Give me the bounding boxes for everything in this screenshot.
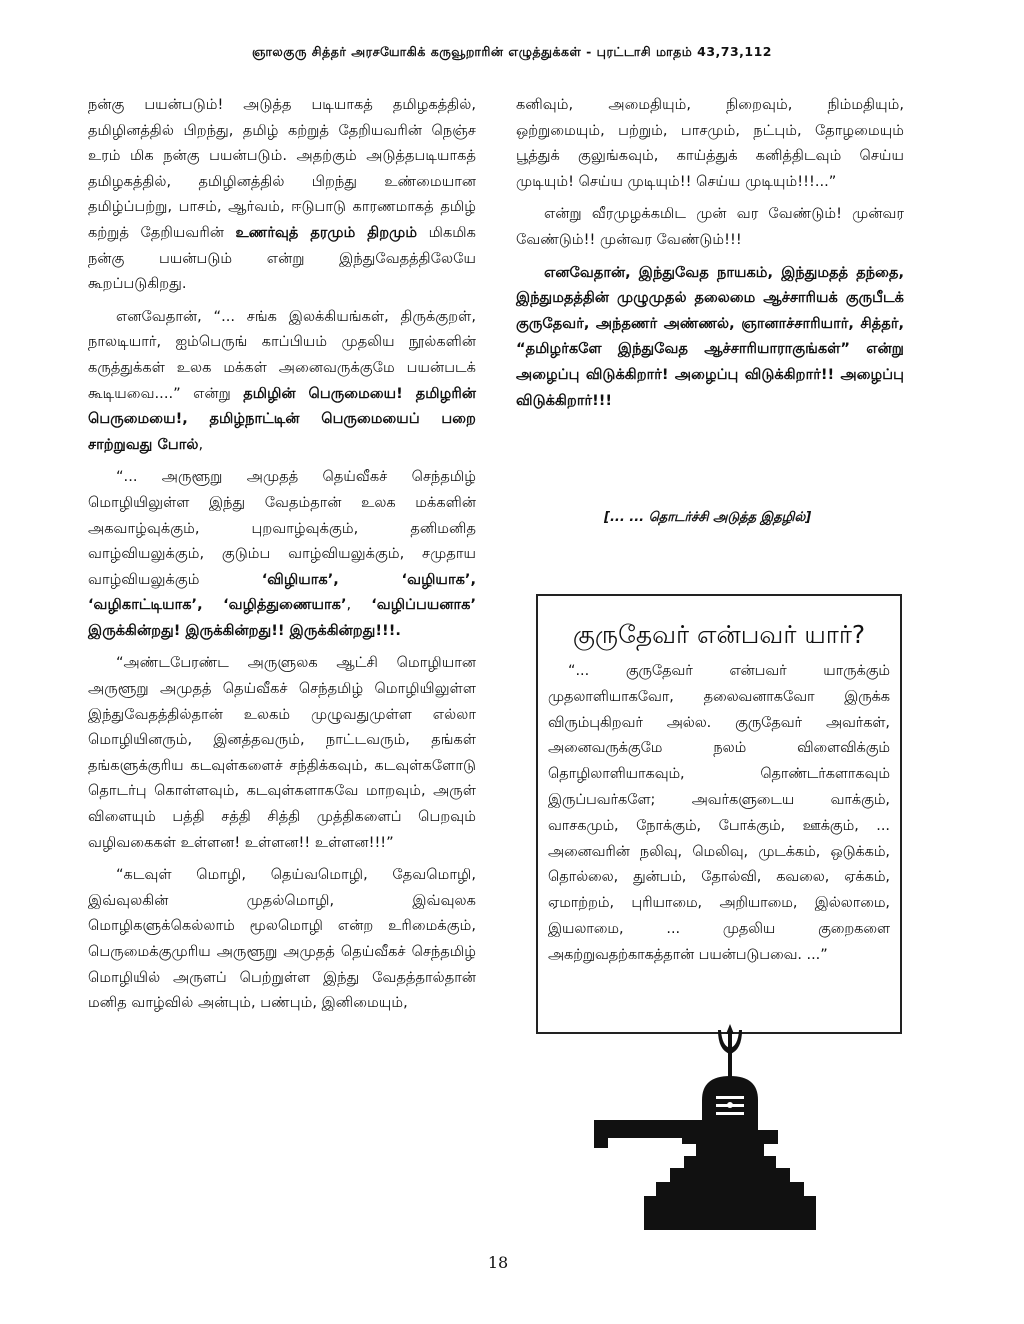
- box-title: குருதேவர் என்பவர் யார்?: [572, 620, 866, 649]
- bold-phrase: தமிழின் பெருமையை! தமிழரின் பெருமையை!, தமிழ்நாட்டின் பெருமையைப் பறை சாற்றுவது போல்: [88, 384, 476, 453]
- base-step: [682, 1130, 778, 1144]
- bold-phrase: ‘வழிப்பயனாக’: [371, 596, 476, 614]
- box-text: “... குருதேவர் என்பவர் யாருக்கும் முதலாளியாகவோ, தலைவனாகவோ இருக்க விரும்புகிறவர் அல்ல. குருதேவர் அவர்கள், அனைவருக்குமே நலம் விளைவிக்கும் தொழிலாளியாகவும், தொண்டர்களாகவும் இருப்பவர்களே; அவர்களுடைய வாக்கும், வாசகமும், நோக்கும், போக்கும், ஊக்கும், ... அனைவரின் நலிவு, மெலிவு, முடக்கம், ஒடுக்கம், தொல்லை, துன்பம், தோல்வி, கவலை, ஏக்கம், ஏமாற்றம், புரியாமை, அறியாமை, இல்லாமை, இயலாமை, ... முதலிய குறைகளை அகற்றுவதற்காகத்தான் பயன்படுபவை. ...”: [548, 663, 890, 963]
- right-column: [516, 92, 904, 420]
- paragraph: என்று வீரமுழக்கமிட முன் வர வேண்டும்! முன்வர வேண்டும்!! முன்வர வேண்டும்!!!: [516, 205, 904, 248]
- paragraph: கனிவும், அமைதியும், நிறைவும், நிம்மதியும், ஒற்றுமையும், பற்றும், பாசமும், நட்பும், தோழமையும் பூத்துக் குலுங்கவும், காய்த்துக் கனித்திடவும் செய்ய முடியும்! செய்ய முடியும்!! செய்ய முடியும்!!!...”: [516, 96, 904, 190]
- shivalinga-trident-icon: [584, 1020, 864, 1240]
- base-step: [684, 1156, 776, 1168]
- paragraph: நன்கு பயன்படும்! அடுத்த படியாகத் தமிழகத்தில், தமிழினத்தில் பிறந்து, தமிழ் கற்றுத் தேறியவரின் நெஞ்ச உரம் மிக நன்கு பயன்படும். அதற்கும் அடுத்தபடியாகத் தமிழகத்தில், தமிழினத்தில் பிறந்து உண்மையான தமிழ்ப்பற்று, பாசம், ஆர்வம், ஈடுபாடு காரணமாகத் தமிழ் கற்றுத் தேறியவரின் உணர்வுத் தரமும் திறமும் மிகமிக நன்கு பயன்படும் என்று இந்துவேதத்திலேயே கூறப்படுகிறது.: [88, 96, 476, 293]
- trident-shaft: [728, 1034, 732, 1078]
- base-step: [644, 1196, 816, 1212]
- paragraph: “அண்டபேரண்ட அருளுலக ஆட்சி மொழியான அருளூறு அமுதத் தெய்வீகச் செந்தமிழ் மொழியிலுள்ள இந்துவேதத்தில்தான் உலகம் முழுவதுமுள்ள எல்லா மொழியினரும், இனத்தவரும், நாட்டவரும், தங்கள் தங்களுக்குரிய கடவுள்களைச் சந்திக்கவும், கடவுள்களோடு தொடர்பு கொள்ளவும், கடவுள்களாகவே மாறவும், அருள் விளையும் பத்தி சத்தி சித்தி முத்திகளைப் பெறவும் வழிவகைகள் உள்ளன! உள்ளன!! உள்ளன!!!”: [88, 654, 476, 851]
- page-header: ஞாலகுரு சித்தர் அரசயோகிக் கருவூறாரின் எழுத்துக்கள் - புரட்டாசி மாதம் 43,73,112: [251, 44, 773, 59]
- bold-phrase: ‘விழியாக’, ‘வழியாக’, ‘வழிகாட்டியாக’, ‘வழித்துணையாக’: [88, 570, 476, 614]
- base-step: [656, 1182, 804, 1196]
- page-number: 18: [487, 1253, 509, 1272]
- base-step: [696, 1144, 764, 1156]
- bold-paragraph: எனவேதான், இந்துவேத நாயகம், இந்துமதத் தந்தை, இந்துமதத்தின் முழுமுதல் தலைமை ஆச்சாரியக் குருபீடக் குருதேவர், அந்தணர் அண்ணல், ஞானாச்சாரியார், சித்தர், “தமிழர்களே இந்துவேத ஆச்சாரியாராகுங்கள்” என்று அழைப்பு விடுக்கிறார்! அழைப்பு விடுக்கிறார்!! அழைப்பு விடுக்கிறார்!!!: [516, 263, 904, 409]
- paragraph: “... அருளூறு அமுதத் தெய்வீகச் செந்தமிழ் மொழியிலுள்ள இந்து வேதம்தான் உலக மக்களின் அகவாழ்வுக்கும், புறவாழ்வுக்கும், தனிமனித வாழ்வியலுக்கும், குடும்ப வாழ்வியலுக்கும், சமுதாய வாழ்வியலுக்கும் ‘விழியாக’, ‘வழியாக’, ‘வழிகாட்டியாக’, ‘வழித்துணையாக’, ‘வழிப்பயனாக’ இருக்கின்றது! இருக்கின்றது!! இருக்கின்றது!!!.: [88, 468, 476, 639]
- continued-note: [... ... தொடர்ச்சி அடுத்த இதழில்]: [604, 510, 812, 525]
- paragraph: “கடவுள் மொழி, தெய்வமொழி, தேவமொழி, இவ்வுலகின் முதல்மொழி, இவ்வுலக மொழிகளுக்கெல்லாம் மூலமொழி என்ற உரிமைக்கும், பெருமைக்குமுரிய அருளூறு அமுதத் தெய்வீகச் செந்தமிழ் மொழியில் அருளப் பெற்றுள்ள இந்து வேதத்தால்தான் மனித வாழ்வில் அன்பும், பண்பும், இனிமையும்,: [88, 866, 476, 1012]
- quote-box: [536, 594, 902, 1034]
- trident-tip: [726, 1024, 734, 1034]
- paragraph: எனவேதான், “... சங்க இலக்கியங்கள், திருக்குறள், நாலடியார், ஐம்பெருங் காப்பியம் முதலிய நூல்களின் கருத்துக்கள் உலக மக்கள் அனைவருக்குமே பயன்படக் கூடியவை....” என்று தமிழின் பெருமையை! தமிழரின் பெருமையை!, தமிழ்நாட்டின் பெருமையைப் பறை சாற்றுவது போல்,: [88, 307, 476, 453]
- left-column: [88, 92, 476, 1023]
- base-step: [670, 1168, 790, 1182]
- base-step: [644, 1212, 816, 1230]
- bold-phrase: உணர்வுத் தரமும் திறமும்: [235, 223, 418, 241]
